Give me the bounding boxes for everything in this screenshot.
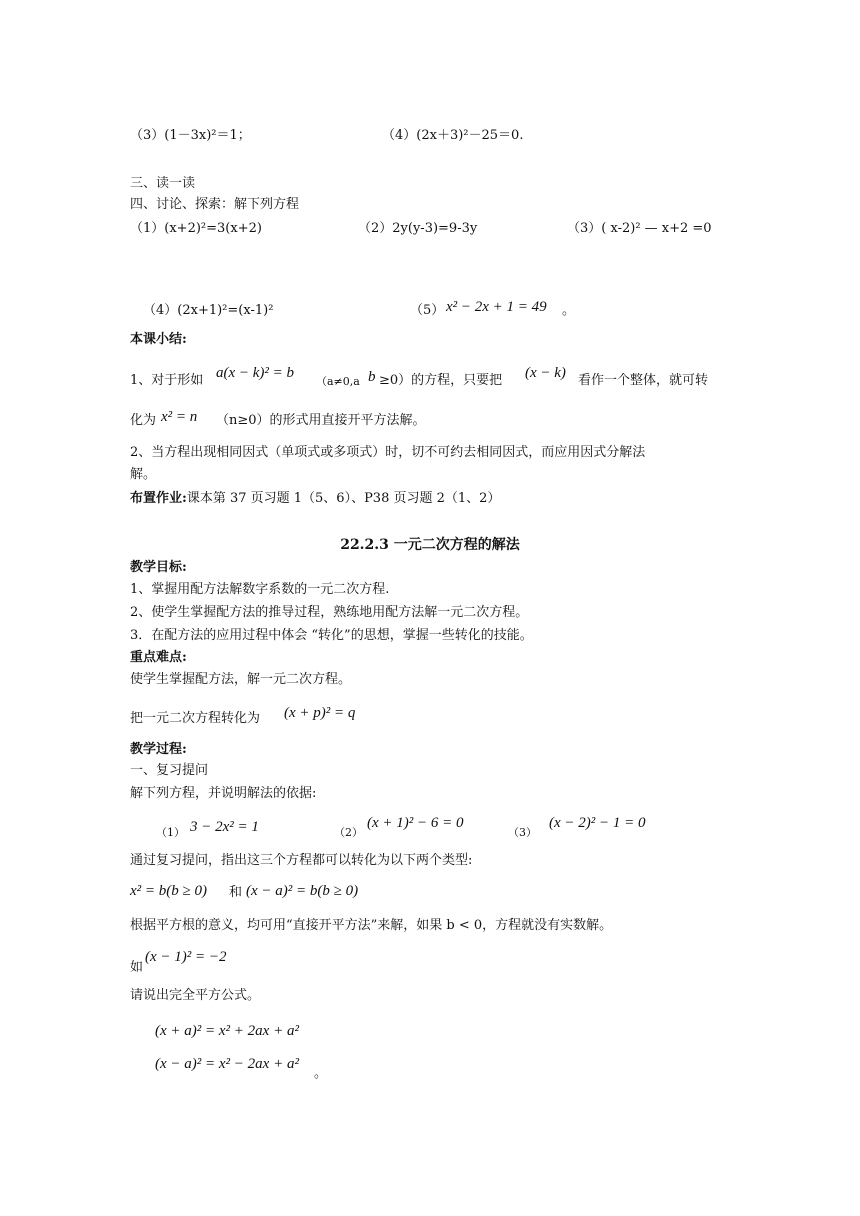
key-point-2: 把一元二次方程转化为 — [130, 711, 261, 726]
summary-line-1c: ≥0）的方程，只要把 — [379, 373, 503, 388]
homework-text: 课本第 37 页习题 1（5、6）、P38 页习题 2（1、2） — [186, 491, 501, 506]
summary-line-1b: （a≠0,a — [316, 375, 360, 388]
formula-end: 。 — [314, 1066, 328, 1081]
review-eq-3-label: （3） — [508, 826, 537, 839]
process-step-1: 一、复习提问 — [130, 763, 209, 778]
discuss-problem-4: （4）(2x+1)²=(x-1)² — [143, 303, 274, 318]
exercise-4: （4）(2x＋3)²－25＝0. — [382, 128, 524, 143]
review-eq-3: (x − 2)² − 1 = 0 — [549, 815, 646, 831]
review-eq-2: (x + 1)² − 6 = 0 — [367, 815, 464, 831]
summary-equation-3: x² = n — [161, 409, 198, 425]
summary-equation-2: (x − k) — [525, 365, 566, 381]
example-equation: (x − 1)² = −2 — [145, 949, 227, 965]
summary-heading: 本课小结: — [130, 332, 187, 347]
key-point-equation: (x + p)² = q — [284, 705, 356, 721]
summary-variable-b: b — [368, 369, 376, 385]
homework — [130, 490, 500, 508]
discuss-problem-1: （1）(x+2)²=3(x+2) — [130, 221, 262, 236]
discuss-problem-3: （3）( x-2)² — x+2 =0 — [567, 221, 712, 236]
key-point-1: 使学生掌握配方法，解一元二次方程。 — [130, 672, 352, 687]
process-heading: 教学过程: — [130, 742, 187, 757]
type-equation-a: x² = b(b ≥ 0) — [130, 883, 207, 899]
review-eq-1-label: （1） — [156, 826, 185, 839]
summary-equation-1: a(x − k)² = b — [216, 365, 295, 381]
goal-1: 1、掌握用配方法解数字系数的一元二次方程. — [130, 582, 390, 597]
homework-label: 布置作业: — [130, 491, 187, 506]
type-equation-b: (x − a)² = b(b ≥ 0) — [246, 883, 359, 899]
key-points-heading: 重点难点: — [130, 650, 187, 665]
square-formula-minus: (x − a)² = x² − 2ax + a² — [155, 1056, 299, 1072]
review-note-1: 通过复习提问，指出这三个方程都可以转化为以下两个类型: — [130, 853, 473, 868]
discuss-problem-5-end: 。 — [562, 303, 576, 318]
type-and: 和 — [229, 885, 243, 900]
square-formula-plus: (x + a)² = x² + 2ax + a² — [155, 1023, 299, 1039]
review-eq-2-label: （2） — [334, 826, 363, 839]
section-read: 三、读一读 — [130, 176, 196, 191]
goal-2: 2、使学生掌握配方法的推导过程，熟练地用配方法解一元二次方程。 — [130, 605, 529, 620]
summary-line-4: 解。 — [130, 467, 157, 482]
process-instruction: 解下列方程，并说明解法的依据: — [130, 786, 317, 801]
summary-line-2a: 化为 — [130, 413, 157, 428]
discuss-problem-5-equation: x² − 2x + 1 = 49 — [446, 299, 547, 315]
summary-line-1d: 看作一个整体，就可转 — [578, 373, 709, 388]
example-label: 如 — [130, 960, 144, 975]
review-eq-1: 3 − 2x² = 1 — [190, 819, 259, 835]
goals-heading: 教学目标: — [130, 560, 187, 575]
lesson-title: 22.2.3 一元二次方程的解法 — [340, 537, 520, 553]
review-note-2: 根据平方根的意义，均可用“直接开平方法”来解，如果 b < 0，方程就没有实数解。 — [130, 918, 613, 933]
review-note-3: 请说出完全平方公式。 — [130, 988, 261, 1003]
exercise-3: （3）(1－3x)²＝1； — [130, 128, 251, 143]
summary-line-3: 2、当方程出现相同因式（单项式或多项式）时，切不可约去相同因式，而应用因式分解法 — [130, 445, 646, 460]
discuss-problem-2: （2）2y(y-3)=9-3y — [358, 221, 478, 236]
summary-line-1a: 1、对于形如 — [130, 373, 204, 388]
goal-3: 3．在配方法的应用过程中体会 “转化”的思想，掌握一些转化的技能。 — [130, 628, 533, 643]
discuss-problem-5-label: （5） — [410, 303, 445, 318]
summary-line-2b: （n≥0）的形式用直接开平方法解。 — [216, 413, 426, 428]
section-discuss: 四、讨论、探索：解下列方程 — [130, 197, 300, 212]
